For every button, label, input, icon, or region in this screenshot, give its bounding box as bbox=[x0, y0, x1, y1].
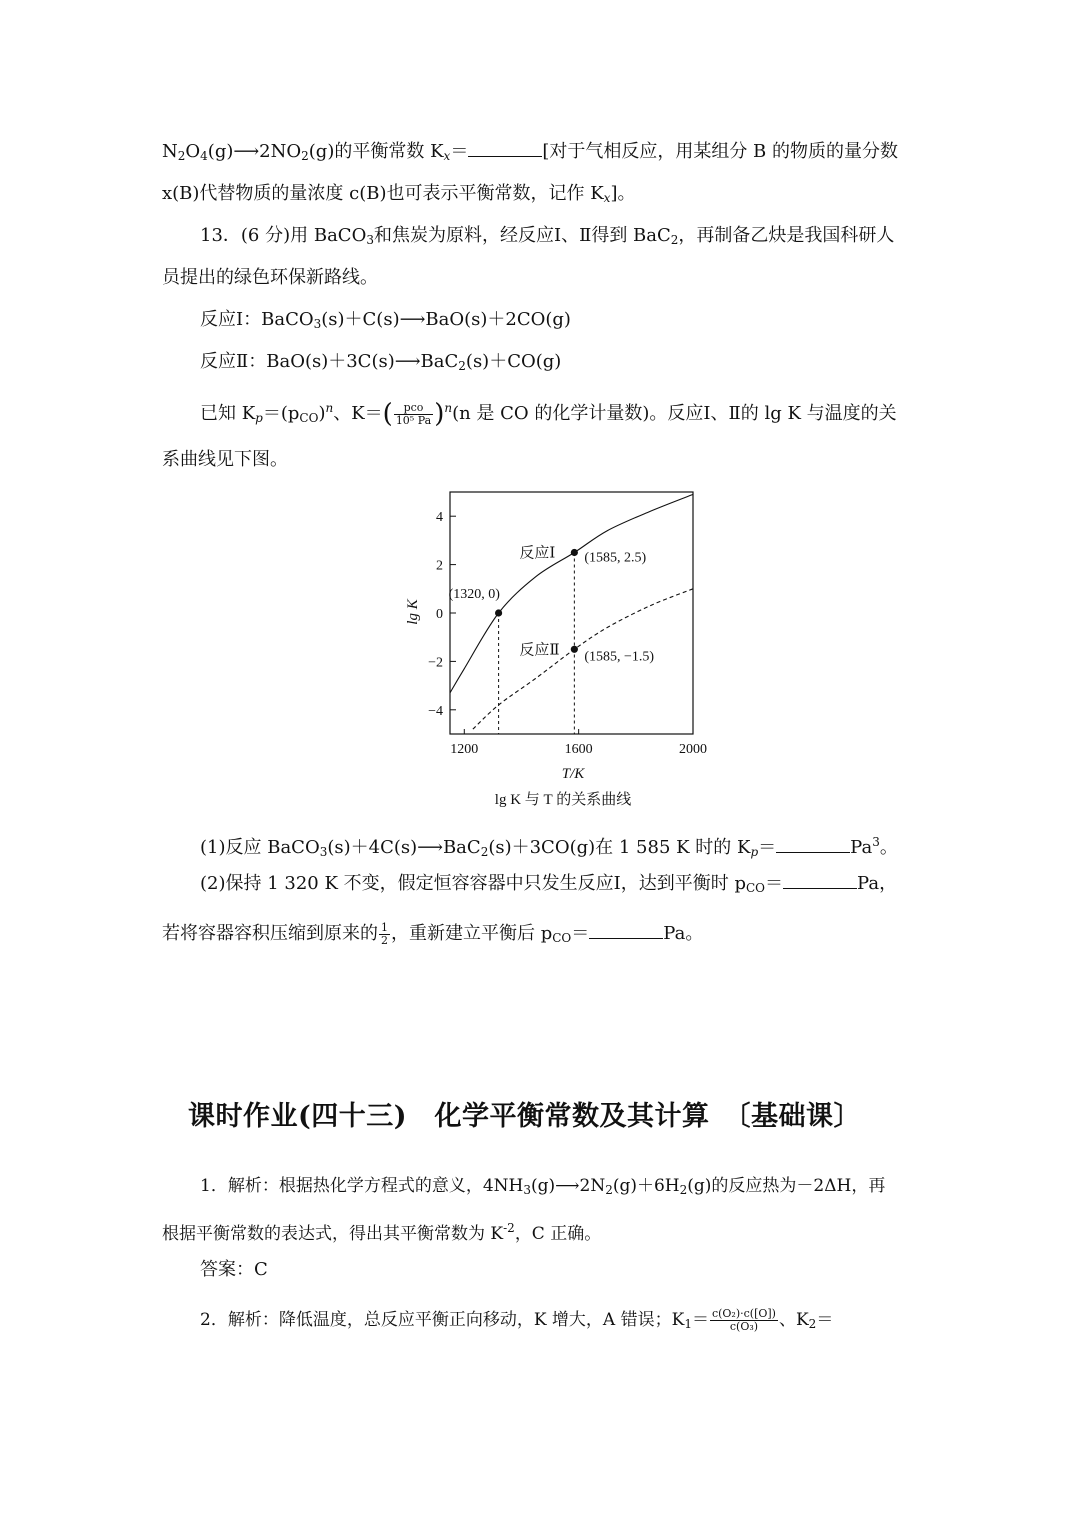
chart-caption: lg K 与 T 的关系曲线 bbox=[494, 792, 632, 808]
text: ]。 bbox=[610, 183, 636, 204]
text: (g)⟶2NO bbox=[207, 141, 302, 162]
text: [对于气相反应，用某组分 B 的物质的量分数 bbox=[542, 141, 899, 162]
text: (g)＋6H bbox=[612, 1176, 680, 1196]
text: ＝ bbox=[758, 837, 777, 858]
x-tick-label: 1200 bbox=[450, 742, 479, 757]
text: ，再制备乙炔是我国科研人 bbox=[678, 225, 895, 246]
known-line-2 bbox=[162, 446, 922, 474]
lgk-vs-t-chart bbox=[395, 480, 725, 820]
text: 系曲线见下图。 bbox=[162, 449, 288, 470]
reaction-2-label: 反应Ⅱ bbox=[519, 642, 560, 659]
text: ＝ bbox=[691, 1310, 709, 1330]
x-tick-label: 1600 bbox=[564, 742, 593, 757]
fraction-one-half: $\frac{1}{2}$ bbox=[381, 920, 388, 947]
text: Pa。 bbox=[663, 923, 704, 944]
x-tick-label: 2000 bbox=[679, 742, 707, 757]
text: (n 是 CO 的化学计量数)。反应Ⅰ、Ⅱ的 lg K 与温度的关 bbox=[452, 403, 897, 424]
text: Pa bbox=[850, 837, 873, 858]
reaction-2: 反应Ⅱ：BaO(s)＋3C(s)⟶BaC$_2$(s)＋CO(g) bbox=[200, 351, 562, 373]
y-tick-label: 2 bbox=[436, 558, 443, 574]
text: 2．解析：降低温度，总反应平衡正向移动，K 增大，A 错误；K bbox=[200, 1310, 685, 1330]
text: 已知 K bbox=[200, 403, 256, 424]
text: ＝ bbox=[450, 141, 469, 162]
q12-line-2: x(B)代替物质的量浓度 c(B)也可表示平衡常数，记作 $K_x$]。 bbox=[162, 183, 636, 205]
text: 13．(6 分)用 BaCO bbox=[200, 225, 367, 246]
plot-frame bbox=[450, 492, 693, 734]
q13-part-2: (2)保持 1 320 K 不变，假定恒容容器中只发生反应Ⅰ，达到平衡时 $p_{CO}= Pa$， bbox=[200, 873, 898, 895]
y-tick-label: 4 bbox=[436, 510, 443, 526]
section-title: 课时作业(四十三) 化学平衡常数及其计算 〔基础课〕 bbox=[188, 1101, 862, 1132]
y-tick-label: −2 bbox=[428, 655, 443, 671]
text: (s)＋3CO(g)在 1 585 K 时的 K bbox=[488, 837, 751, 858]
text: 答案：C bbox=[200, 1259, 268, 1280]
text: (g)的平衡常数 K bbox=[308, 141, 444, 162]
q13-part-2-cont: 若将容器容积压缩到原来的 $\frac{1}{2}$ ，重新建立平衡后 $p_{CO}= Pa$。 bbox=[162, 920, 704, 947]
text: (s)＋C(s)⟶BaO(s)＋2CO(g) bbox=[321, 309, 571, 330]
text: ＝ bbox=[816, 1310, 834, 1330]
y-axis-label: lg K bbox=[405, 599, 421, 625]
answer-1-line-1: 1．解析：根据热化学方程式的意义，$4NH_3(g)⟶2N_2(g)+6H_2(g)$的反应热为－2ΔH，再 bbox=[200, 1176, 886, 1197]
text: ＝(p bbox=[262, 403, 300, 424]
answer-1-line-2: 根据平衡常数的表达式，得出其平衡常数为 $K^{-2}$，C 正确。 bbox=[162, 1221, 602, 1244]
point-label: (1320, 0) bbox=[448, 587, 500, 602]
text: 根据平衡常数的表达式，得出其平衡常数为 K bbox=[162, 1224, 504, 1244]
text: 和焦炭为原料，经反应Ⅰ、Ⅱ得到 BaC bbox=[373, 225, 671, 246]
fraction: $\frac{\text{pco}}{\text{10⁵ Pa}}$ bbox=[395, 400, 432, 427]
q13-intro-1: 13．(6 分)用 BaCO$_3$和焦炭为原料，经反应Ⅰ、Ⅱ得到 BaC$_2$，再制备乙炔是我国科研人 bbox=[200, 225, 895, 247]
text: 、K bbox=[778, 1310, 809, 1330]
fraction: $\frac{\text{c(O₂)·c([O])}}{\text{c(O₃)}}$ bbox=[711, 1307, 776, 1333]
text: N bbox=[162, 141, 178, 162]
reaction-1: 反应Ⅰ：BaCO$_3$(s)＋C(s)⟶BaO(s)＋2CO(g) bbox=[200, 309, 571, 331]
text: ＝ bbox=[765, 873, 784, 894]
text: 1．解析：根据热化学方程式的意义，4NH bbox=[200, 1176, 524, 1196]
text: 反应Ⅱ：BaO(s)＋3C(s)⟶BaC bbox=[200, 351, 459, 372]
data-point bbox=[571, 549, 578, 556]
text: (g)的反应热为－2ΔH，再 bbox=[687, 1176, 886, 1196]
data-point bbox=[571, 646, 578, 653]
text: 。 bbox=[879, 837, 898, 858]
data-point bbox=[495, 609, 502, 616]
text: ＝ bbox=[571, 923, 590, 944]
text: x(B)代替物质的量浓度 c(B)也可表示平衡常数，记作 K bbox=[162, 183, 604, 204]
point-label: (1585, 2.5) bbox=[584, 550, 647, 566]
text: ，C 正确。 bbox=[514, 1224, 602, 1244]
y-tick-label: −4 bbox=[428, 703, 443, 719]
text: 、K＝ bbox=[333, 403, 383, 424]
known-line: 已知 $K_p=(p_{CO})^n$、K＝( $\frac{\text{pco}}{\text{10⁵ Pa}}$ )$^n$(n 是 CO 的化学计量数)。反应Ⅰ、Ⅱ的 lg K 与温度的关 bbox=[200, 399, 897, 429]
answer-1-key bbox=[200, 1256, 922, 1284]
answer-2-line-1: 2．解析：降低温度，总反应平衡正向移动，K 增大，A 错误；$K_1=$ $\frac{\text{c(O₂)·c([O])}}{\text{c(O₃)}}$ 、$K_2=$ bbox=[200, 1307, 834, 1333]
q12-line-1: $N_2O_4(g)⟶2NO_2(g)$的平衡常数 $K_x=$ [对于气相反应，用某组分 B 的物质的量分数 bbox=[162, 141, 899, 163]
answer-blank[interactable] bbox=[468, 139, 542, 157]
q13-part-1: (1)反应 BaCO$_3$(s)＋4C(s)⟶BaC$_2$(s)＋3CO(g)在 1 585 K 时的 $K_p= Pa^3$。 bbox=[200, 835, 898, 859]
reaction-2-curve bbox=[473, 589, 693, 729]
text: 员提出的绿色环保新路线。 bbox=[162, 267, 378, 288]
text: (s)＋CO(g) bbox=[465, 351, 562, 372]
text: (2)保持 1 320 K 不变，假定恒容容器中只发生反应Ⅰ，达到平衡时 p bbox=[200, 873, 746, 894]
q13-intro-2 bbox=[162, 264, 922, 292]
text: 若将容器容积压缩到原来的 bbox=[162, 923, 378, 944]
text: 反应Ⅰ：BaCO bbox=[200, 309, 314, 330]
text: Pa， bbox=[857, 873, 898, 894]
text: ) bbox=[318, 403, 326, 424]
text: (s)＋4C(s)⟶BaC bbox=[327, 837, 481, 858]
text: (g)⟶2N bbox=[530, 1176, 606, 1196]
text: (1)反应 BaCO bbox=[200, 837, 320, 858]
point-label: (1585, −1.5) bbox=[584, 649, 655, 665]
answer-blank[interactable] bbox=[776, 835, 850, 853]
x-axis-label: T/K bbox=[561, 766, 585, 782]
text: ，重新建立平衡后 p bbox=[391, 923, 553, 944]
y-tick-label: 0 bbox=[436, 607, 443, 622]
reaction-1-label: 反应Ⅰ bbox=[519, 545, 556, 562]
answer-blank[interactable] bbox=[589, 921, 663, 939]
answer-blank[interactable] bbox=[783, 871, 857, 889]
